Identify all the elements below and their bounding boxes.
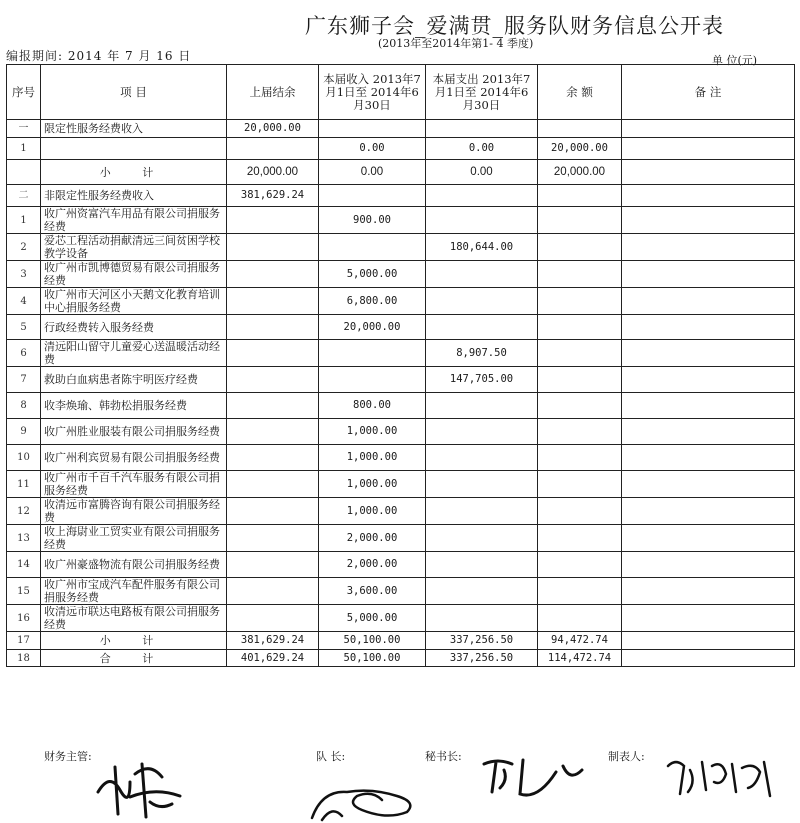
row-prev-balance: 20,000.00: [227, 120, 319, 138]
row-balance: [538, 498, 622, 525]
team-leader-signature: [302, 770, 432, 823]
row-notes: [622, 632, 795, 650]
row-prev-balance: [227, 525, 319, 552]
row-notes: [622, 445, 795, 471]
row-notes: [622, 261, 795, 288]
row-seq: 12: [7, 498, 41, 525]
table-row: [7, 340, 795, 367]
row-seq: 8: [7, 393, 41, 419]
row-balance: [538, 288, 622, 315]
row-seq: 二: [7, 185, 41, 207]
row-item: 合 计: [41, 650, 227, 667]
row-prev-balance: [227, 578, 319, 605]
row-income: 50,100.00: [319, 632, 426, 650]
row-income: 6,800.00: [319, 288, 426, 315]
row-income: 5,000.00: [319, 605, 426, 632]
row-expense: [426, 552, 538, 578]
row-income: 0.00: [319, 138, 426, 160]
row-seq: 15: [7, 578, 41, 605]
row-expense: 180,644.00: [426, 234, 538, 261]
row-prev-balance: [227, 471, 319, 498]
row-seq: 3: [7, 261, 41, 288]
header-notes: 备 注: [622, 65, 795, 120]
table-row: [7, 367, 795, 393]
row-expense: 147,705.00: [426, 367, 538, 393]
row-item: 收广州利宾贸易有限公司捐服务经费: [41, 445, 227, 471]
row-notes: [622, 578, 795, 605]
row-seq: 一: [7, 120, 41, 138]
row-seq: 11: [7, 471, 41, 498]
row-income: 20,000.00: [319, 315, 426, 340]
row-item: 收广州市天河区小天鹅文化教育培训中心捐服务经费: [41, 288, 227, 315]
row-expense: 0.00: [426, 138, 538, 160]
row-expense: [426, 419, 538, 445]
row-notes: [622, 605, 795, 632]
table-row: [7, 578, 795, 605]
row-prev-balance: [227, 552, 319, 578]
row-balance: [538, 471, 622, 498]
row-income: 1,000.00: [319, 498, 426, 525]
document-title: 广东狮子会_爱满贯_服务队财务信息公开表: [305, 14, 724, 38]
row-expense: [426, 120, 538, 138]
row-expense: 8,907.50: [426, 340, 538, 367]
table-header-row: [7, 65, 795, 120]
row-seq: [7, 160, 41, 185]
table-row: [7, 234, 795, 261]
row-income: [319, 185, 426, 207]
row-item: 收广州胜业服装有限公司捐服务经费: [41, 419, 227, 445]
row-notes: [622, 234, 795, 261]
table-row: [7, 207, 795, 234]
row-balance: [538, 185, 622, 207]
preparer-signature: [662, 752, 782, 802]
row-seq: 7: [7, 367, 41, 393]
table-row: [7, 632, 795, 650]
row-expense: [426, 288, 538, 315]
row-seq: 9: [7, 419, 41, 445]
row-prev-balance: [227, 393, 319, 419]
row-item: 爱芯工程活动捐献清远三间贫困学校教学设备: [41, 234, 227, 261]
row-expense: [426, 578, 538, 605]
row-prev-balance: [227, 207, 319, 234]
row-seq: 4: [7, 288, 41, 315]
table-row: [7, 120, 795, 138]
row-item: 收广州市凯博德贸易有限公司捐服务经费: [41, 261, 227, 288]
table-row: [7, 261, 795, 288]
row-balance: [538, 445, 622, 471]
table-row: [7, 393, 795, 419]
row-seq: 1: [7, 138, 41, 160]
row-balance: [538, 261, 622, 288]
row-notes: [622, 367, 795, 393]
header-expense: 本届支出 2013年7月1日至 2014年6月30日: [426, 65, 538, 120]
row-seq: 16: [7, 605, 41, 632]
row-balance: [538, 315, 622, 340]
row-income: 5,000.00: [319, 261, 426, 288]
row-income: 2,000.00: [319, 525, 426, 552]
row-expense: 0.00: [426, 160, 538, 185]
row-notes: [622, 498, 795, 525]
row-balance: 20,000.00: [538, 160, 622, 185]
row-notes: [622, 650, 795, 667]
row-balance: [538, 552, 622, 578]
row-expense: 337,256.50: [426, 632, 538, 650]
table-row: [7, 525, 795, 552]
row-prev-balance: [227, 419, 319, 445]
row-prev-balance: [227, 367, 319, 393]
row-notes: [622, 138, 795, 160]
row-income: 2,000.00: [319, 552, 426, 578]
secretary-label: 秘书长:: [425, 750, 462, 763]
row-notes: [622, 393, 795, 419]
row-item: 行政经费转入服务经费: [41, 315, 227, 340]
row-balance: [538, 120, 622, 138]
row-notes: [622, 207, 795, 234]
row-prev-balance: [227, 138, 319, 160]
row-item: 救助白血病患者陈宇明医疗经费: [41, 367, 227, 393]
header-seq: 序号: [7, 65, 41, 120]
team-leader-label: 队 长:: [316, 750, 346, 763]
row-seq: 1: [7, 207, 41, 234]
row-expense: [426, 471, 538, 498]
table-row: [7, 160, 795, 185]
row-income: [319, 120, 426, 138]
row-notes: [622, 552, 795, 578]
table-row: [7, 315, 795, 340]
currency-unit: 单 位(元): [712, 54, 758, 67]
table-row: [7, 138, 795, 160]
row-balance: 20,000.00: [538, 138, 622, 160]
row-expense: [426, 525, 538, 552]
row-seq: 6: [7, 340, 41, 367]
row-seq: 5: [7, 315, 41, 340]
row-prev-balance: [227, 315, 319, 340]
row-balance: 114,472.74: [538, 650, 622, 667]
row-notes: [622, 120, 795, 138]
row-income: 1,000.00: [319, 471, 426, 498]
row-seq: 13: [7, 525, 41, 552]
row-balance: 94,472.74: [538, 632, 622, 650]
table-row: [7, 185, 795, 207]
finance-supervisor-label: 财务主管:: [44, 750, 92, 763]
row-seq: 17: [7, 632, 41, 650]
row-prev-balance: [227, 498, 319, 525]
report-period: 编报期间: 2014 年 7 月 16 日: [6, 49, 192, 63]
row-balance: [538, 367, 622, 393]
row-expense: 337,256.50: [426, 650, 538, 667]
table-row: [7, 288, 795, 315]
table-row: [7, 419, 795, 445]
row-prev-balance: [227, 234, 319, 261]
row-prev-balance: [227, 288, 319, 315]
row-expense: [426, 445, 538, 471]
row-balance: [538, 340, 622, 367]
header-income: 本届收入 2013年7月1日至 2014年6月30日: [319, 65, 426, 120]
row-prev-balance: 381,629.24: [227, 632, 319, 650]
secretary-signature: [478, 752, 588, 802]
row-prev-balance: 401,629.24: [227, 650, 319, 667]
table-row: [7, 445, 795, 471]
row-notes: [622, 471, 795, 498]
row-notes: [622, 288, 795, 315]
row-seq: 10: [7, 445, 41, 471]
header-item: 项 目: [41, 65, 227, 120]
table-row: [7, 605, 795, 632]
row-seq: 18: [7, 650, 41, 667]
row-income: 900.00: [319, 207, 426, 234]
row-item: 收清远市富腾咨询有限公司捐服务经费: [41, 498, 227, 525]
table-row: [7, 471, 795, 498]
row-item: 非限定性服务经费收入: [41, 185, 227, 207]
row-income: [319, 234, 426, 261]
row-notes: [622, 419, 795, 445]
row-income: 50,100.00: [319, 650, 426, 667]
row-balance: [538, 578, 622, 605]
row-notes: [622, 340, 795, 367]
row-item: 收广州豪盛物流有限公司捐服务经费: [41, 552, 227, 578]
row-income: 1,000.00: [319, 445, 426, 471]
row-item: 收广州市千百千汽车服务有限公司捐服务经费: [41, 471, 227, 498]
row-prev-balance: [227, 340, 319, 367]
row-income: [319, 340, 426, 367]
row-prev-balance: 381,629.24: [227, 185, 319, 207]
row-item: 收广州资富汽车用品有限公司捐服务经费: [41, 207, 227, 234]
row-notes: [622, 185, 795, 207]
row-seq: 2: [7, 234, 41, 261]
row-item: 清远阳山留守儿童爱心送温暖活动经费: [41, 340, 227, 367]
row-income: 1,000.00: [319, 419, 426, 445]
document-subtitle: (2013年至2014年第1- 4 季度): [378, 37, 534, 50]
row-item: [41, 138, 227, 160]
row-balance: [538, 207, 622, 234]
row-notes: [622, 160, 795, 185]
row-seq: 14: [7, 552, 41, 578]
row-notes: [622, 315, 795, 340]
header-prev-balance: 上届结余: [227, 65, 319, 120]
row-prev-balance: [227, 445, 319, 471]
finance-supervisor-signature: [90, 752, 190, 822]
row-item: 收广州市宝成汽车配件服务有限公司捐服务经费: [41, 578, 227, 605]
row-item: 小 计: [41, 160, 227, 185]
row-balance: [538, 234, 622, 261]
row-balance: [538, 605, 622, 632]
table-row: [7, 498, 795, 525]
finance-table: [6, 64, 795, 667]
row-balance: [538, 393, 622, 419]
row-balance: [538, 525, 622, 552]
row-income: 800.00: [319, 393, 426, 419]
row-expense: [426, 498, 538, 525]
row-income: 0.00: [319, 160, 426, 185]
row-prev-balance: 20,000.00: [227, 160, 319, 185]
row-notes: [622, 525, 795, 552]
table-row: [7, 552, 795, 578]
row-expense: [426, 185, 538, 207]
row-income: [319, 367, 426, 393]
preparer-label: 制表人:: [608, 750, 645, 763]
row-expense: [426, 261, 538, 288]
row-item: 收李焕瑜、韩勃松捐服务经费: [41, 393, 227, 419]
row-item: 小 计: [41, 632, 227, 650]
row-expense: [426, 207, 538, 234]
row-prev-balance: [227, 605, 319, 632]
row-balance: [538, 419, 622, 445]
row-expense: [426, 315, 538, 340]
row-expense: [426, 393, 538, 419]
row-item: 收上海尉业工贸实业有限公司捐服务经费: [41, 525, 227, 552]
row-prev-balance: [227, 261, 319, 288]
row-item: 收清远市联达电路板有限公司捐服务经费: [41, 605, 227, 632]
header-balance: 余 额: [538, 65, 622, 120]
row-item: 限定性服务经费收入: [41, 120, 227, 138]
row-income: 3,600.00: [319, 578, 426, 605]
row-expense: [426, 605, 538, 632]
table-row: [7, 650, 795, 667]
